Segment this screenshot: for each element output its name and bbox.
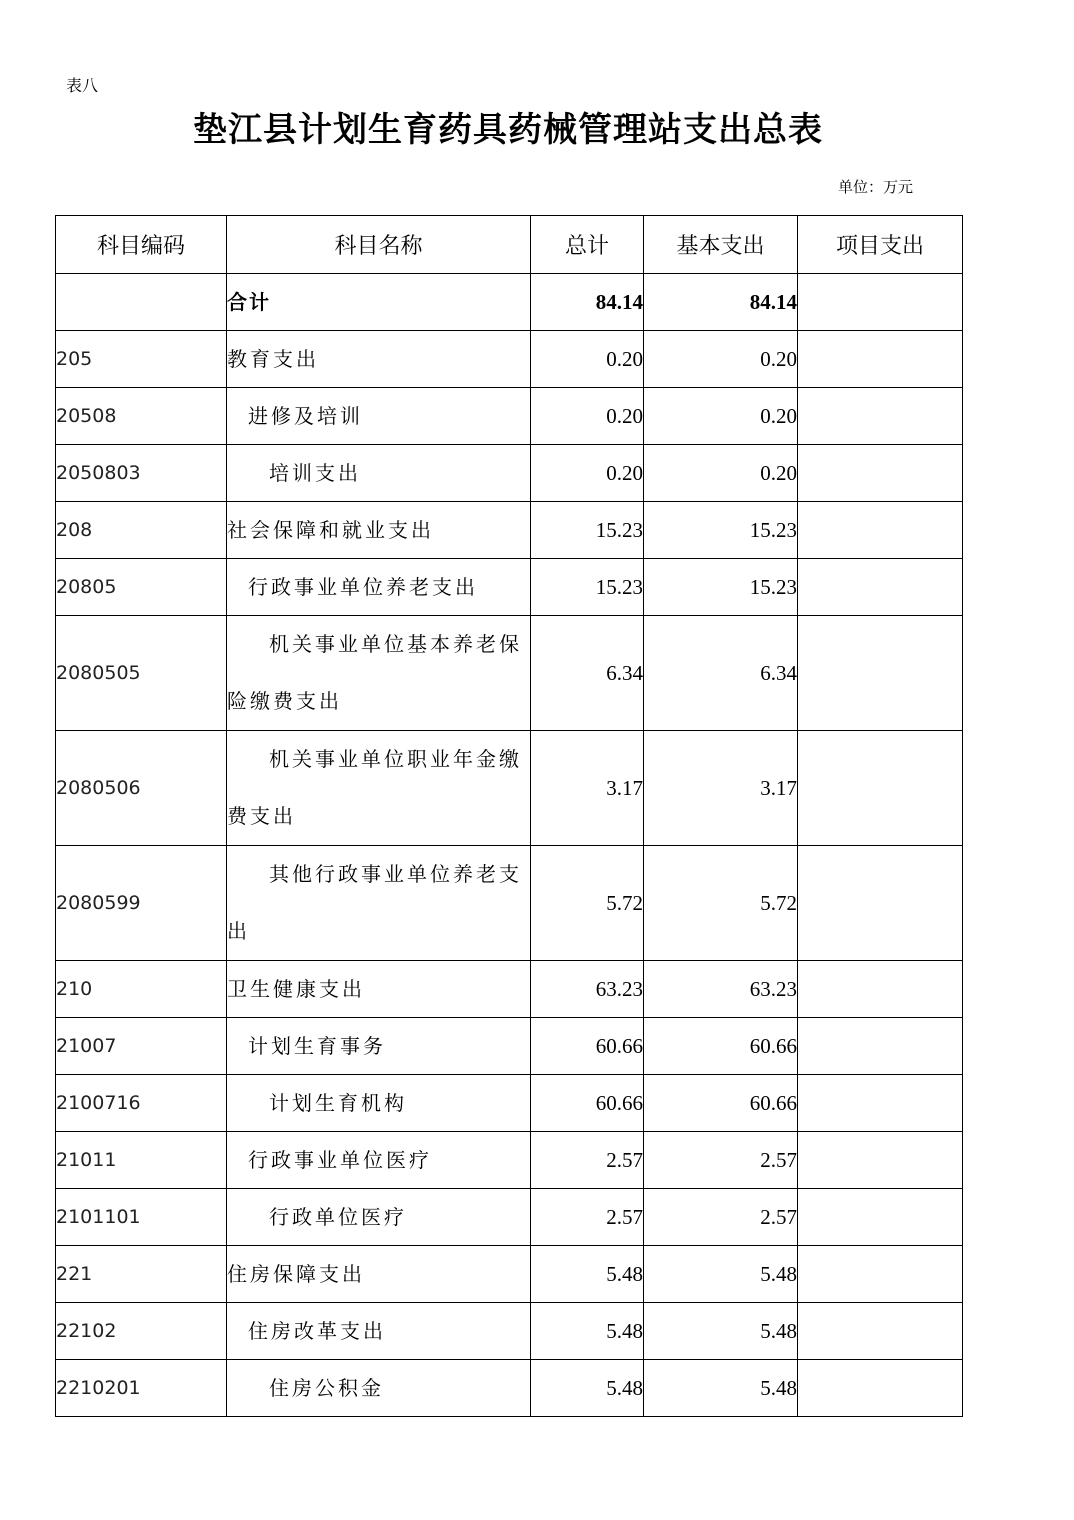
cell-name: 计划生育事务 (227, 1018, 531, 1075)
cell-name: 行政事业单位医疗 (227, 1132, 531, 1189)
table-row (56, 1360, 963, 1417)
table-row (56, 388, 963, 445)
cell-name: 其他行政事业单位养老支出 (227, 846, 531, 961)
expenditure-table (55, 215, 963, 1417)
column-header-basic: 基本支出 (644, 216, 798, 274)
cell-total: 15.23 (531, 502, 644, 559)
table-row (56, 616, 963, 731)
cell-basic: 2.57 (644, 1189, 798, 1246)
cell-total: 60.66 (531, 1018, 644, 1075)
cell-project (798, 1360, 963, 1417)
table-row (56, 559, 963, 616)
cell-project (798, 1246, 963, 1303)
cell-project (798, 1303, 963, 1360)
cell-name: 教育支出 (227, 331, 531, 388)
cell-basic: 5.48 (644, 1246, 798, 1303)
total-row (56, 274, 963, 331)
cell-total: 3.17 (531, 731, 644, 846)
table-row (56, 502, 963, 559)
cell-basic: 15.23 (644, 559, 798, 616)
cell-name: 住房改革支出 (227, 1303, 531, 1360)
cell-code: 2080505 (56, 616, 227, 731)
table-row (56, 1018, 963, 1075)
table-row (56, 331, 963, 388)
table-row (56, 731, 963, 846)
table-row (56, 846, 963, 961)
cell-total: 6.34 (531, 616, 644, 731)
cell-project (798, 559, 963, 616)
cell-total: 0.20 (531, 331, 644, 388)
cell-code: 2080599 (56, 846, 227, 961)
cell-total: 15.23 (531, 559, 644, 616)
cell-code: 21007 (56, 1018, 227, 1075)
cell-project (798, 1075, 963, 1132)
cell-project (798, 846, 963, 961)
cell-project (798, 502, 963, 559)
page-title: 垫江县计划生育药具药械管理站支出总表 (193, 110, 823, 150)
cell-total: 84.14 (531, 274, 644, 331)
cell-total: 5.72 (531, 846, 644, 961)
cell-code: 205 (56, 331, 227, 388)
cell-code: 2050803 (56, 445, 227, 502)
cell-total: 5.48 (531, 1360, 644, 1417)
cell-project (798, 1018, 963, 1075)
cell-code: 21011 (56, 1132, 227, 1189)
cell-basic: 60.66 (644, 1018, 798, 1075)
cell-total: 63.23 (531, 961, 644, 1018)
cell-basic: 5.72 (644, 846, 798, 961)
table-row (56, 1303, 963, 1360)
column-header-code: 科目编码 (56, 216, 227, 274)
cell-project (798, 1189, 963, 1246)
cell-name: 卫生健康支出 (227, 961, 531, 1018)
cell-total: 5.48 (531, 1303, 644, 1360)
unit-label: 单位：万元 (838, 178, 914, 196)
cell-code (56, 274, 227, 331)
cell-project (798, 331, 963, 388)
cell-project (798, 616, 963, 731)
cell-total: 2.57 (531, 1189, 644, 1246)
cell-code: 2080506 (56, 731, 227, 846)
cell-code: 20508 (56, 388, 227, 445)
cell-project (798, 731, 963, 846)
cell-project (798, 445, 963, 502)
cell-name: 行政事业单位养老支出 (227, 559, 531, 616)
cell-basic: 2.57 (644, 1132, 798, 1189)
cell-code: 208 (56, 502, 227, 559)
table-row (56, 1246, 963, 1303)
cell-code: 22102 (56, 1303, 227, 1360)
cell-basic: 5.48 (644, 1303, 798, 1360)
cell-total: 2.57 (531, 1132, 644, 1189)
cell-name: 社会保障和就业支出 (227, 502, 531, 559)
cell-name: 培训支出 (227, 445, 531, 502)
cell-code: 2210201 (56, 1360, 227, 1417)
cell-basic: 60.66 (644, 1075, 798, 1132)
cell-code: 20805 (56, 559, 227, 616)
cell-basic: 5.48 (644, 1360, 798, 1417)
table-row (56, 961, 963, 1018)
cell-name: 计划生育机构 (227, 1075, 531, 1132)
cell-total: 0.20 (531, 388, 644, 445)
cell-project (798, 388, 963, 445)
column-header-name: 科目名称 (227, 216, 531, 274)
table-row (56, 1189, 963, 1246)
cell-name: 行政单位医疗 (227, 1189, 531, 1246)
table-row (56, 445, 963, 502)
cell-name: 合计 (227, 274, 531, 331)
cell-basic: 0.20 (644, 445, 798, 502)
cell-project (798, 961, 963, 1018)
cell-basic: 6.34 (644, 616, 798, 731)
cell-name: 进修及培训 (227, 388, 531, 445)
column-header-project: 项目支出 (798, 216, 963, 274)
cell-name: 机关事业单位职业年金缴费支出 (227, 731, 531, 846)
table-row (56, 1075, 963, 1132)
cell-code: 221 (56, 1246, 227, 1303)
cell-basic: 3.17 (644, 731, 798, 846)
cell-name: 住房公积金 (227, 1360, 531, 1417)
cell-project (798, 1132, 963, 1189)
cell-name: 住房保障支出 (227, 1246, 531, 1303)
cell-basic: 84.14 (644, 274, 798, 331)
cell-basic: 15.23 (644, 502, 798, 559)
column-header-total: 总计 (531, 216, 644, 274)
cell-basic: 0.20 (644, 388, 798, 445)
cell-total: 0.20 (531, 445, 644, 502)
cell-project (798, 274, 963, 331)
cell-basic: 63.23 (644, 961, 798, 1018)
table-label: 表八 (66, 76, 99, 95)
cell-code: 2101101 (56, 1189, 227, 1246)
header-row (56, 216, 963, 274)
table-row (56, 1132, 963, 1189)
cell-total: 5.48 (531, 1246, 644, 1303)
cell-code: 2100716 (56, 1075, 227, 1132)
cell-code: 210 (56, 961, 227, 1018)
cell-basic: 0.20 (644, 331, 798, 388)
cell-total: 60.66 (531, 1075, 644, 1132)
cell-name: 机关事业单位基本养老保险缴费支出 (227, 616, 531, 731)
